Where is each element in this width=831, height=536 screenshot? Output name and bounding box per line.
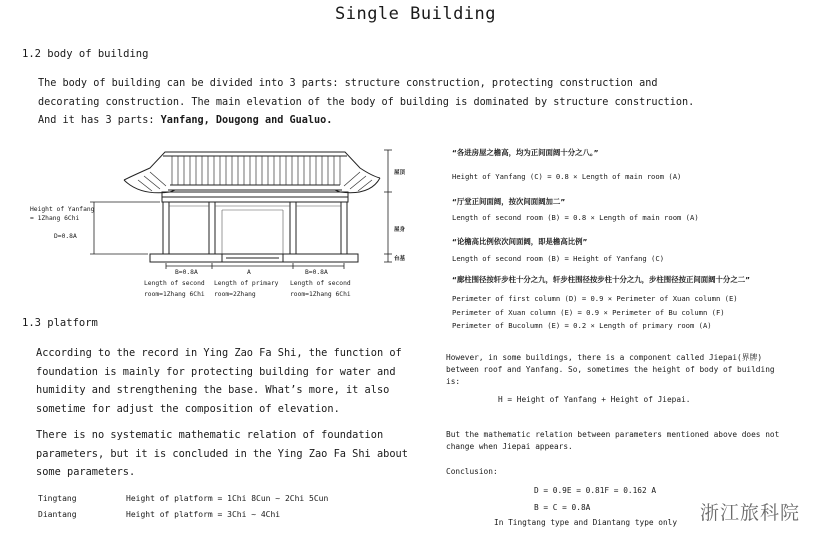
rule-1-chinese: “各进房屋之檐高，均为正间面阔十分之八。” (452, 148, 599, 157)
dimension-desc-left: Length of second (144, 280, 205, 287)
dimension-value-center: room=2Zhang (214, 291, 256, 298)
dimension-desc-center: Length of primary (214, 280, 279, 287)
body-line-prefix: And it has 3 parts: (38, 115, 161, 126)
platform-paragraph-1 (36, 344, 436, 418)
platform-paragraph-2 (36, 426, 436, 482)
body-line-bold: Yanfang, Dougong and Gualuo. (160, 115, 333, 126)
body-line: The body of building can be divided into 3 parts: structure construction, protecting construction and (38, 78, 658, 89)
platform-row-name: Diantang (38, 510, 77, 519)
dimension-value-right: room=1Zhang 6Chi (290, 291, 351, 298)
yanfang-height-label: Height of Yanfang (30, 206, 95, 213)
dimension-label-center: A (247, 269, 251, 276)
rule-4-chinese: “廊柱围径按轩步柱十分之九，轩步柱围径按步柱十分之九，步柱围径按正间面阔十分之二” (452, 275, 750, 284)
dimension-label-right: B=0.8A (305, 269, 328, 276)
section-heading-platform: 1.3 platform (22, 317, 98, 329)
platform-row-name: Tingtang (38, 494, 77, 503)
page-title: Single Building (334, 4, 497, 24)
rule-2-formula: Length of second room (B) = 0.8 × Length of main room (A) (452, 213, 699, 222)
d-ratio-label: D=0.8A (54, 233, 77, 240)
rule-2-chinese: “厅堂正间面阔，按次间面阔加二” (452, 197, 566, 206)
platform-line: humidity and strengthening the base. What’s more, it also (36, 384, 390, 396)
rule-3-chinese: “论檐高比例依次间面阔，即是檐高比例” (452, 237, 588, 246)
jiepai-line: However, in some buildings, there is a component called Jiepai(界牌) (446, 353, 763, 362)
scale-mark-body: 屋身 (394, 227, 406, 233)
dimension-desc-right: Length of second (290, 280, 351, 287)
conclusion-scope: In Tingtang type and Diantang type only (494, 518, 678, 527)
jiepai-line: is: (446, 377, 461, 386)
watermark-text: 浙江旅科院 (700, 502, 801, 524)
platform-line: There is no systematic mathematic relation of foundation (36, 429, 384, 441)
jiepai-line: between roof and Yanfang. So, sometimes the height of body of building (446, 365, 775, 374)
platform-row-value: Height of platform = 3Chi ~ 4Chi (126, 510, 281, 519)
rule-4-formula-1: Perimeter of first column (D) = 0.9 × Perimeter of Xuan column (E) (452, 294, 738, 303)
rule-1-formula: Height of Yanfang (C) = 0.8 × Length of main room (A) (452, 172, 682, 181)
rule-3-formula: Length of second room (B) = Height of Yanfang (C) (452, 254, 665, 263)
dimension-value-left: room=1Zhang 6Chi (144, 291, 205, 298)
scale-mark-platform: 台基 (394, 256, 406, 262)
platform-line: parameters, but it is concluded in the Ying Zao Fa Shi about (36, 447, 408, 460)
conclusion-formula-2: B = C = 0.8A (534, 503, 591, 512)
platform-line: According to the record in Ying Zao Fa Shi, the function of (36, 347, 402, 359)
conclusion-label: Conclusion: (446, 467, 498, 476)
jiepai-note (446, 352, 775, 388)
mathematic-note (446, 429, 779, 453)
platform-line: foundation is mainly for protecting building for water and (36, 365, 396, 378)
rule-4-formula-2: Perimeter of Xuan column (E) = 0.9 × Perimeter of Bu column (F) (452, 308, 725, 317)
section-heading-body: 1.2 body of building (22, 48, 149, 60)
note-line: But the mathematic relation between parameters mentioned above does not (446, 430, 780, 439)
platform-line: sometime for adjust the composition of elevation. (36, 402, 340, 415)
conclusion-formula-1: D = 0.9E = 0.81F = 0.162 A (534, 486, 657, 495)
dimension-label-left: B=0.8A (175, 269, 198, 276)
body-line: decorating construction. The main elevation of the body of building is dominated by structure construction. (38, 96, 695, 108)
scale-mark-roof: 屋顶 (394, 170, 406, 176)
yanfang-height-value: = 1Zhang 6Chi (30, 215, 80, 222)
platform-line: some parameters. (36, 466, 136, 478)
note-line: change when Jiepai appears. (446, 442, 573, 451)
height-formula: H = Height of Yanfang + Height of Jiepai. (498, 395, 691, 404)
rule-4-formula-3: Perimeter of Bucolumn (E) = 0.2 × Length of primary room (A) (452, 321, 712, 330)
platform-row-value: Height of platform = 1Chi 8Cun ~ 2Chi 5Cun (126, 494, 329, 503)
